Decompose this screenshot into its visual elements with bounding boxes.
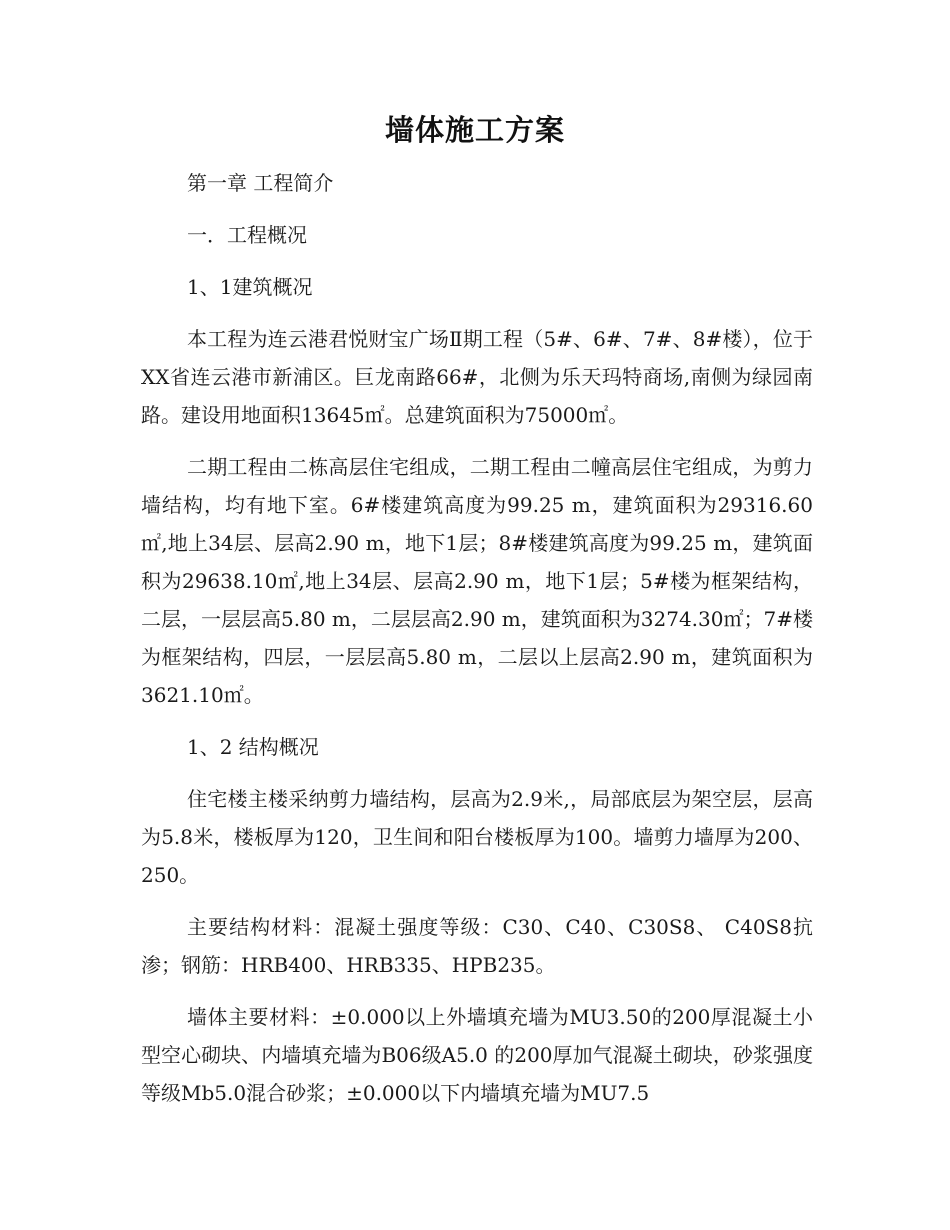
paragraph-structural-materials: 主要结构材料：混凝土强度等级：C30、C40、C30S8、 C40S8抗渗；钢筋：HRB400、HRB335、HPB235。: [141, 915, 813, 977]
paragraph-structure-overview: 住宅楼主楼采纳剪力墙结构，层高为2.9米,，局部底层为架空层，层高为5.8米，楼板厚为120，卫生间和阳台楼板厚为100。墙剪力墙厚为200、250。: [141, 787, 813, 887]
subsection-heading-building: 1、1建筑概况: [187, 275, 313, 299]
chapter-heading: 第一章 工程简介: [187, 171, 334, 195]
document-title: 墙体施工方案: [384, 113, 565, 147]
document-body: [141, 164, 813, 1126]
paragraph-project-location: 本工程为连云港君悦财宝广场Ⅱ期工程（5#、6#、7#、8#楼），位于XX省连云港市新浦区。巨龙南路66#，北侧为乐天玛特商场,南侧为绿园南路。建设用地面积13645㎡。总建筑面积为75000㎡。: [141, 327, 813, 427]
paragraph-building-details: 二期工程由二栋高层住宅组成，二期工程由二幢高层住宅组成，为剪力墙结构，均有地下室。6#楼建筑高度为99.25 m，建筑面积为29316.60㎡,地上34层、层高2.90 m，地下1层；8#楼建筑高度为99.25 m，建筑面积为29638.10㎡,地上34层、层高2.90 m，地下1层；5#楼为框架结构，二层，一层层高5.80 m，二层层高2.90 m，建筑面积为3274.30㎡；7#楼为框架结构，四层，一层层高5.80 m，二层以上层高2.90 m，建筑面积为3621.10㎡。: [141, 455, 813, 707]
subsection-heading-structure: 1、2 结构概况: [187, 735, 319, 759]
section-heading: 一．工程概况: [187, 223, 307, 247]
paragraph-wall-materials: 墙体主要材料：±0.000以上外墙填充墙为MU3.50的200厚混凝土小型空心砌块、内墙填充墙为B06级A5.0 的200厚加气混凝土砌块，砂浆强度等级Mb5.0混合砂浆；±0.000以下内墙填充墙为MU7.5: [141, 1005, 813, 1105]
